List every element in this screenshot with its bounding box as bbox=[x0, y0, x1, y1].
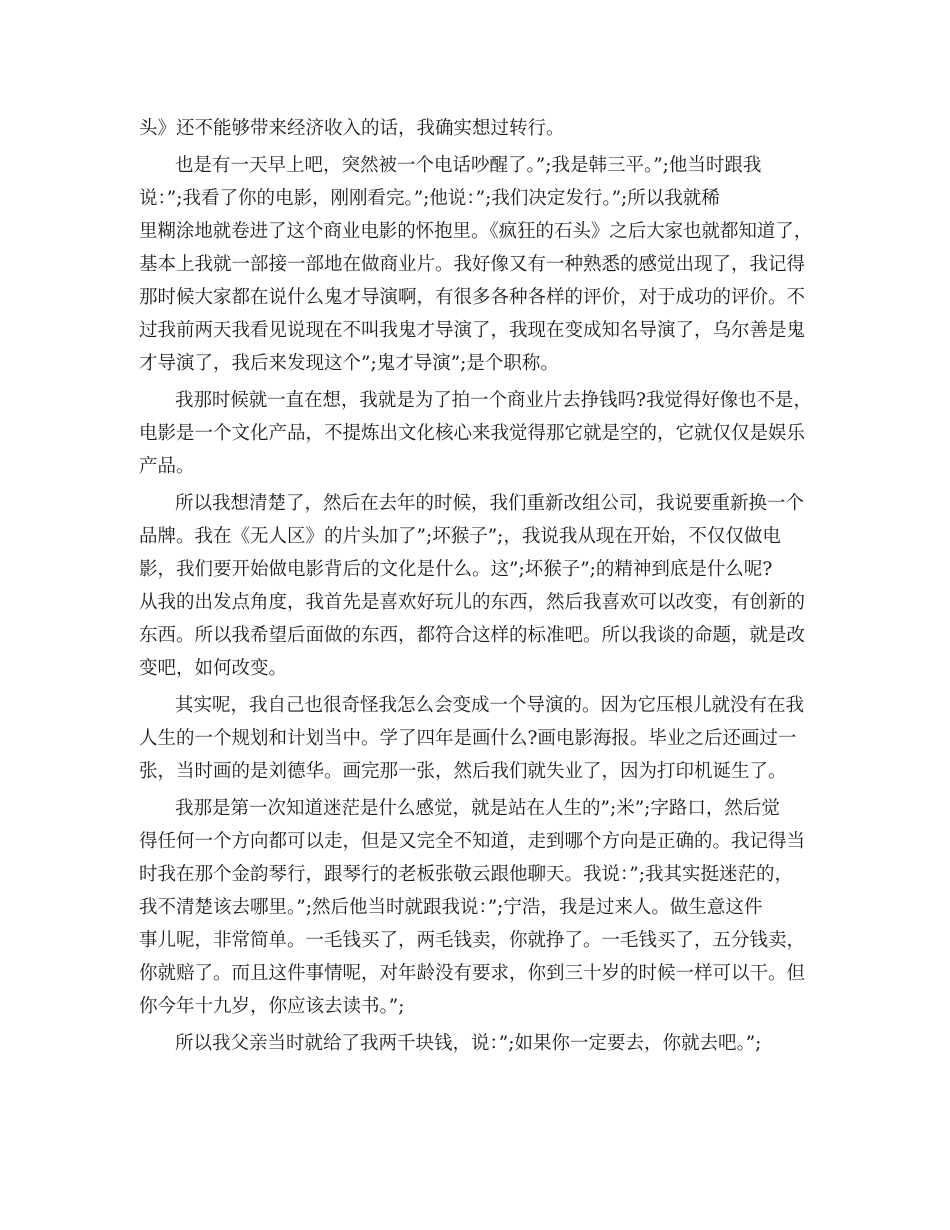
text-line: 我那是第一次知道迷茫是什么感觉，就是站在人生的”;米”;字路口，然后觉 bbox=[175, 798, 780, 819]
text-line: 事儿呢，非常简单。一毛钱买了，两毛钱卖，你就挣了。一毛钱买了，五分钱卖， bbox=[139, 930, 806, 951]
text-line: 你今年十九岁，你应该去读书。”; bbox=[139, 996, 405, 1017]
text-line: 其实呢，我自己也很奇怪我怎么会变成一个导演的。因为它压根儿就没有在我 bbox=[175, 695, 805, 716]
text-line: 我不清楚该去哪里。”;然后他当时就跟我说：”;宁浩，我是过来人。做生意这件 bbox=[139, 897, 763, 918]
text-line: 所以我想清楚了，然后在去年的时候，我们重新改组公司，我说要重新换一个 bbox=[175, 493, 805, 514]
text-line: 东西。所以我希望后面做的东西，都符合这样的标准吧。所以我谈的命题，就是改 bbox=[139, 625, 806, 646]
text-line: 也是有一天早上吧，突然被一个电话吵醒了。”;我是韩三平。”;他当时跟我 bbox=[175, 155, 762, 176]
text-line: 过我前两天我看见说现在不叫我鬼才导演了，我现在变成知名导演了，乌尔善是鬼 bbox=[139, 320, 806, 341]
text-line: 才导演了，我后来发现这个”;鬼才导演”;是个职称。 bbox=[139, 353, 559, 374]
text-line: 张，当时画的是刘德华。画完那一张，然后我们就失业了，因为打印机诞生了。 bbox=[139, 761, 787, 782]
text-line: 基本上我就一部接一部地在做商业片。我好像又有一种熟悉的感觉出现了，我记得 bbox=[139, 254, 806, 275]
text-line: 那时候大家都在说什么鬼才导演啊，有很多各种各样的评价，对于成功的评价。不 bbox=[139, 287, 806, 308]
text-line: 人生的一个规划和计划当中。学了四年是画什么?画电影海报。毕业之后还画过一 bbox=[139, 728, 797, 749]
text-line: 你就赔了。而且这件事情呢，对年龄没有要求，你到三十岁的时候一样可以干。但 bbox=[139, 963, 806, 984]
text-line: 电影是一个文化产品，不提炼出文化核心来我觉得那它就是空的，它就仅仅是娱乐 bbox=[139, 423, 806, 444]
text-line: 头》还不能够带来经济收入的话，我确实想过转行。 bbox=[139, 118, 565, 139]
text-line: 说：”;我看了你的电影，刚刚看完。”;他说：”;我们决定发行。”;所以我就稀 bbox=[139, 188, 720, 209]
text-line: 品牌。我在《无人区》的片头加了”;坏猴子”;，我说我从现在开始，不仅仅做电 bbox=[139, 526, 781, 547]
text-line: 得任何一个方向都可以走，但是又完全不知道，走到哪个方向是正确的。我记得当 bbox=[139, 831, 806, 852]
text-line: 时我在那个金韵琴行，跟琴行的老板张敬云跟他聊天。我说：”;我其实挺迷茫的， bbox=[139, 864, 793, 885]
text-line: 产品。 bbox=[139, 456, 195, 477]
text-line: 所以我父亲当时就给了我两千块钱，说：”;如果你一定要去，你就去吧。”; bbox=[175, 1033, 762, 1054]
text-line: 变吧，如何改变。 bbox=[139, 658, 288, 679]
text-line: 影，我们要开始做电影背后的文化是什么。这”;坏猴子”;的精神到底是什么呢? bbox=[139, 559, 773, 580]
text-line: 里糊涂地就卷进了这个商业电影的怀抱里。《疯狂的石头》之后大家也就都知道了， bbox=[139, 221, 813, 242]
text-line: 我那时候就一直在想，我就是为了拍一个商业片去挣钱吗?我觉得好像也不是， bbox=[175, 390, 812, 411]
text-line: 从我的出发点角度，我首先是喜欢好玩儿的东西，然后我喜欢可以改变，有创新的 bbox=[139, 592, 806, 613]
